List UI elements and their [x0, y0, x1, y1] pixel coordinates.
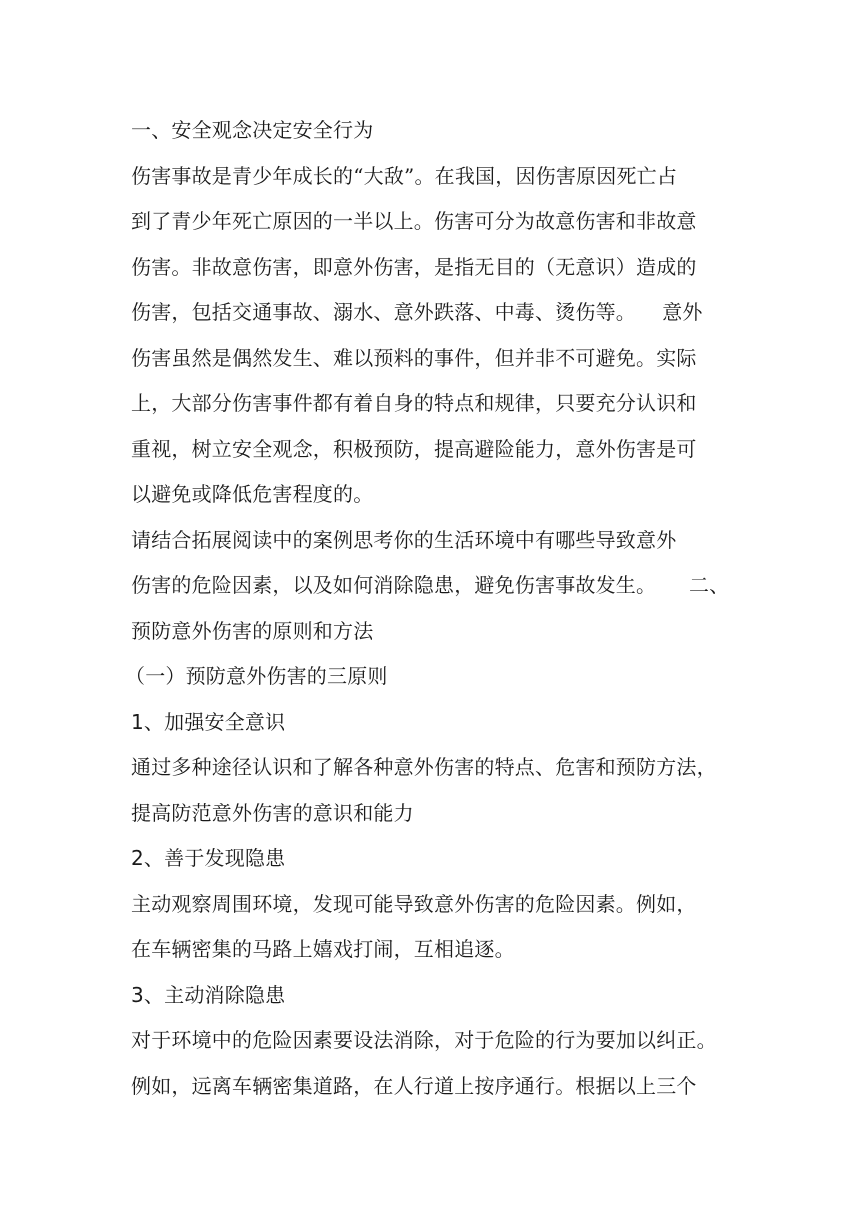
subsection-heading-three-principles: （一）预防意外伤害的三原则 — [125, 664, 388, 688]
paragraph-line: 通过多种途径认识和了解各种意外伤害的特点、危害和预防方法， — [131, 755, 717, 779]
paragraph-line: 上，大部分伤害事件都有着自身的特点和规律，只要充分认识和 — [131, 391, 697, 415]
paragraph-line: 请结合拓展阅读中的案例思考你的生活环境中有哪些导致意外 — [131, 527, 677, 552]
principle-heading-3: 3、主动消除隐患 — [131, 982, 286, 1007]
section-heading-prevention-principles: 预防意外伤害的原则和方法 — [131, 618, 374, 643]
paragraph-line: 提高防范意外伤害的意识和能力 — [131, 800, 414, 825]
paragraph-line: 对于环境中的危险因素要设法消除，对于危险的行为要加以纠正。 — [131, 1028, 717, 1052]
principle-heading-1: 1、加强安全意识 — [131, 709, 286, 734]
section-heading-safety-concept: 一、安全观念决定安全行为 — [131, 118, 374, 142]
paragraph-line: 伤害的危险因素，以及如何消除隐患，避免伤害事故发生。 二、 — [131, 573, 730, 597]
principle-heading-2: 2、善于发现隐患 — [131, 846, 286, 870]
paragraph-line: 主动观察周围环境，发现可能导致意外伤害的危险因素。例如， — [131, 891, 697, 916]
paragraph-line: 伤害虽然是偶然发生、难以预料的事件，但并非不可避免。实际 — [131, 345, 697, 370]
paragraph-line: 伤害。非故意伤害，即意外伤害，是指无目的（无意识）造成的 — [131, 254, 697, 279]
document-body — [125, 108, 741, 1109]
paragraph-line: 伤害，包括交通事故、溺水、意外跌落、中毒、烫伤等。 意外 — [131, 300, 703, 324]
paragraph-line: 以避免或降低危害程度的。 — [131, 482, 374, 506]
paragraph-line: 例如，远离车辆密集道路，在人行道上按序通行。根据以上三个 — [131, 1073, 697, 1098]
paragraph-line: 伤害事故是青少年成长的“大敌”。在我国，因伤害原因死亡占 — [131, 163, 678, 188]
paragraph-line: 重视，树立安全观念，积极预防，提高避险能力，意外伤害是可 — [131, 436, 697, 461]
paragraph-line: 到了青少年死亡原因的一半以上。伤害可分为故意伤害和非故意 — [131, 209, 697, 233]
paragraph-line: 在车辆密集的马路上嬉戏打闹，互相追逐。 — [131, 937, 515, 961]
